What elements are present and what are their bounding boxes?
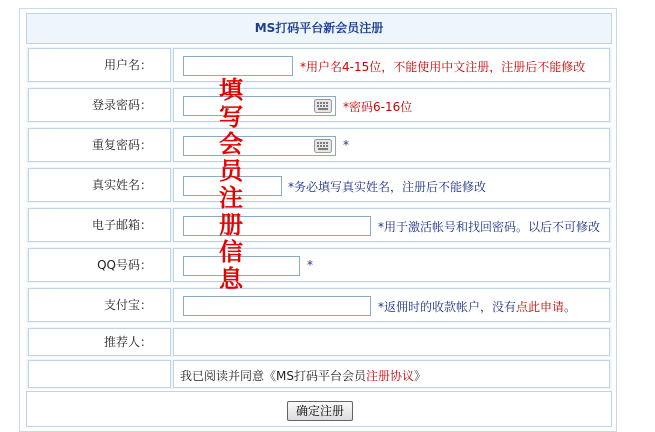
alipay-input[interactable]	[183, 296, 371, 316]
password-label: 登录密码：	[28, 88, 171, 122]
email-input[interactable]	[183, 216, 371, 236]
qq-label: QQ号码：	[28, 248, 171, 282]
referrer-label: 推荐人：	[28, 328, 171, 356]
agreement-link[interactable]: 注册协议	[365, 369, 414, 383]
overlay-banner	[216, 77, 246, 293]
agreement-prefix: 我已阅读并同意《MS打码平台会员	[180, 369, 366, 383]
qq-row	[26, 247, 612, 283]
alipay-apply-link[interactable]: 点此申请	[516, 300, 565, 314]
agreement-suffix: 》	[414, 369, 427, 383]
password-repeat-hint: *	[343, 138, 349, 152]
overlay-char: 册	[219, 211, 243, 239]
alipay-hint	[378, 298, 576, 315]
alipay-hint-suffix: 。	[564, 300, 577, 314]
password-repeat-label: 重复密码：	[28, 128, 171, 162]
real-name-row	[26, 167, 612, 203]
password-row	[26, 87, 612, 123]
username-input[interactable]	[183, 56, 293, 76]
referrer-cell	[173, 328, 610, 356]
referrer-row	[26, 327, 612, 357]
overlay-char: 信	[219, 238, 243, 266]
password-repeat-input[interactable]	[183, 136, 336, 156]
alipay-cell	[173, 288, 610, 322]
submit-button[interactable]: 确定注册	[287, 401, 353, 421]
overlay-char: 填	[219, 76, 243, 104]
email-row	[26, 207, 612, 243]
agreement-spacer	[28, 360, 171, 388]
overlay-char: 员	[219, 157, 243, 185]
form-title: MS打码平台新会员注册	[26, 13, 612, 44]
keyboard-icon[interactable]	[314, 99, 332, 113]
username-hint: *用户名4-15位，不能使用中文注册，注册后不能修改	[300, 60, 586, 74]
password-repeat-row	[26, 127, 612, 163]
overlay-char: 息	[219, 265, 243, 293]
alipay-hint-text: *返佣时的收款帐户，没有	[378, 300, 517, 314]
email-label: 电子邮箱：	[28, 208, 171, 242]
keyboard-icon[interactable]	[314, 139, 332, 153]
agreement-cell	[173, 360, 610, 388]
username-row	[26, 47, 612, 83]
overlay-char: 写	[219, 103, 243, 131]
alipay-label: 支付宝：	[28, 288, 171, 322]
agreement-row	[26, 359, 612, 389]
password-input[interactable]	[183, 96, 336, 116]
agreement-text	[180, 367, 426, 384]
real-name-hint: *务必填写真实姓名，注册后不能修改	[288, 180, 487, 194]
email-hint: *用于激活帐号和找回密码。以后不可修改	[378, 220, 601, 234]
username-label: 用户名：	[28, 48, 171, 82]
real-name-label: 真实姓名：	[28, 168, 171, 202]
overlay-char: 注	[219, 184, 243, 212]
password-hint: *密码6-16位	[343, 100, 413, 114]
qq-hint: *	[307, 258, 313, 272]
overlay-char: 会	[219, 130, 243, 158]
alipay-row	[26, 287, 612, 323]
